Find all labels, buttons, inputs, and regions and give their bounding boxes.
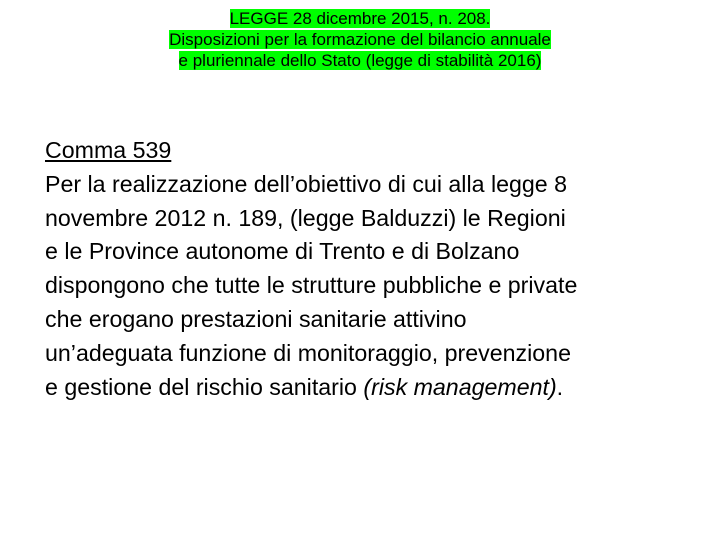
body-line: e le Province autonome di Trento e di Bolzano: [45, 238, 520, 265]
title-line-1: LEGGE 28 dicembre 2015, n. 208.: [229, 9, 491, 28]
risk-management-term: (risk management): [363, 373, 557, 400]
body-line-last-prefix: e gestione del rischio sanitario: [45, 373, 364, 400]
body-line: dispongono che tutte le strutture pubbliche e private: [45, 272, 578, 299]
body-line: un’adeguata funzione di monitoraggio, prevenzione: [45, 339, 571, 366]
body-line-last: [45, 371, 705, 405]
body-line: che erogano prestazioni sanitarie attivino: [45, 305, 467, 332]
comma-text: [45, 134, 705, 404]
body-line-last-suffix: .: [556, 373, 564, 400]
title-line-3: e pluriennale dello Stato (legge di stabilità 2016): [178, 51, 542, 70]
body-line: novembre 2012 n. 189, (legge Balduzzi) le Regioni: [45, 204, 566, 231]
law-title: [80, 8, 640, 71]
title-line-2: Disposizioni per la formazione del bilancio annuale: [169, 30, 551, 49]
body-line: Per la realizzazione dell’obiettivo di cui alla legge 8: [45, 170, 568, 197]
comma-heading: Comma 539: [45, 137, 172, 163]
